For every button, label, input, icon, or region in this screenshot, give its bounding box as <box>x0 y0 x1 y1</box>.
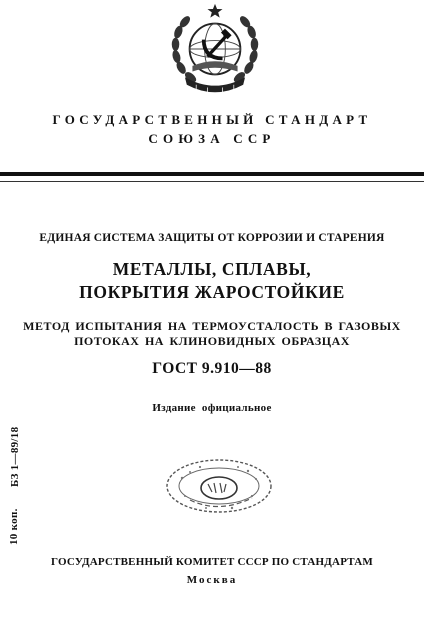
header-divider-thick <box>0 172 424 176</box>
gost-number: ГОСТ 9.910—88 <box>152 360 272 377</box>
header-divider-thin <box>0 181 424 182</box>
publisher-city: Москва <box>186 574 238 586</box>
document-subtitle-line-2: ПОТОКАХ НА КЛИНОВИДНЫХ ОБРАЗЦАХ <box>74 334 350 348</box>
publisher-committee: ГОСУДАРСТВЕННЫЙ КОМИТЕТ СССР ПО СТАНДАРТАМ <box>51 556 373 568</box>
price-label: 10 коп. <box>8 508 20 545</box>
series-title: ЕДИНАЯ СИСТЕМА ЗАЩИТЫ ОТ КОРРОЗИИ И СТАРЕНИЯ <box>39 232 385 244</box>
header-line-1: ГОСУДАРСТВЕННЫЙ СТАНДАРТ <box>52 112 372 127</box>
document-title-line-1: МЕТАЛЛЫ, СПЛАВЫ, <box>112 259 312 279</box>
edition-note: Издание официальное <box>152 402 272 414</box>
library-stamp-icon <box>160 452 278 520</box>
publication-code: БЗ 1—89/18 <box>9 426 21 487</box>
ussr-coat-of-arms-icon <box>168 2 262 96</box>
document-subtitle-line-1: МЕТОД ИСПЫТАНИЯ НА ТЕРМОУСТАЛОСТЬ В ГАЗОВЫХ <box>23 319 401 333</box>
document-title-line-2: ПОКРЫТИЯ ЖАРОСТОЙКИЕ <box>79 282 345 302</box>
header-line-2: СОЮЗА ССР <box>148 131 276 146</box>
